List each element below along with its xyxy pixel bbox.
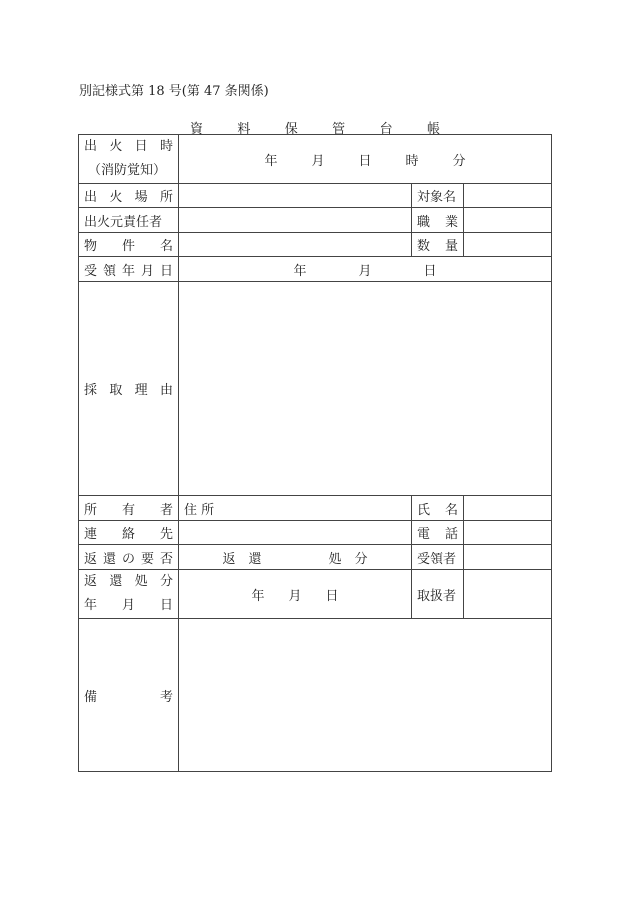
label-char: 取 [109, 383, 123, 398]
label-item-name [79, 233, 179, 257]
label-char: 還 [102, 551, 116, 567]
row-item-name [79, 233, 552, 257]
form-reference-header: 別記様式第 18 号(第 47 条関係) [79, 84, 269, 99]
label-owner-name [412, 496, 464, 521]
row-return-date [79, 570, 552, 619]
label-char: 所 [84, 502, 98, 518]
label-char: 否 [159, 551, 173, 567]
label-char: 連 [84, 527, 98, 542]
field-fire-location[interactable] [179, 184, 412, 208]
label-char: 由 [159, 383, 173, 398]
label-char: 日 [134, 139, 148, 154]
unit-minute: 分 [452, 153, 466, 169]
field-quantity[interactable] [464, 233, 552, 257]
label-char: 先 [159, 527, 173, 542]
label-char: 返 [84, 551, 98, 567]
label-char: 数 [417, 239, 431, 254]
field-recipient[interactable] [464, 545, 552, 570]
unit-day: 日 [423, 263, 437, 279]
label-reason [79, 282, 179, 496]
label-char: 場 [134, 190, 148, 205]
field-occupation[interactable] [464, 208, 552, 233]
label-occupation [412, 208, 464, 233]
label-char: 出 [84, 190, 98, 205]
label-char: 日 [159, 598, 173, 613]
label-contact [79, 521, 179, 545]
row-contact [79, 521, 552, 545]
row-reason [79, 282, 552, 496]
field-return-choice[interactable] [179, 545, 412, 570]
label-char: 職 [417, 214, 431, 230]
label-char: 返 [84, 574, 98, 589]
label-owner [79, 496, 179, 521]
row-owner [79, 496, 552, 521]
label-remarks [79, 619, 179, 772]
label-char: 出 [84, 139, 98, 154]
label-fire-location [79, 184, 179, 208]
label-char: 理 [134, 383, 148, 398]
field-return-date[interactable] [179, 570, 412, 619]
label-char: 年 [84, 598, 98, 613]
label-return-date [79, 570, 179, 619]
title-char: 保 [284, 122, 298, 137]
label-handler [412, 570, 464, 619]
label-char: 領 [102, 263, 116, 279]
label-char: 月 [121, 598, 135, 613]
label-char: 者 [159, 502, 173, 518]
title-char: 台 [379, 122, 393, 137]
label-recipient [412, 545, 464, 570]
unit-month: 月 [311, 153, 325, 169]
label-fire-datetime [79, 135, 179, 184]
title-char: 管 [332, 122, 346, 137]
label-char: 分 [159, 574, 173, 589]
label-return-needed [79, 545, 179, 570]
label-text: 対象名 [417, 190, 457, 205]
label-char: 電 [417, 527, 431, 542]
label-text: 出火元責任者 [84, 214, 163, 230]
label-char: 要 [140, 551, 154, 567]
label-char: 時 [159, 139, 173, 154]
label-phone [412, 521, 464, 545]
label-char: 量 [444, 239, 458, 254]
row-remarks [79, 619, 552, 772]
field-received-date[interactable] [179, 257, 552, 282]
label-fire-report-note: （消防覚知） [88, 163, 167, 178]
row-fire-datetime [79, 135, 552, 184]
label-quantity [412, 233, 464, 257]
row-responsible [79, 208, 552, 233]
option-dispose[interactable]: 処 分 [328, 551, 368, 567]
field-remarks[interactable] [179, 619, 552, 772]
label-address: 住 所 [184, 502, 215, 518]
label-char: 所 [159, 190, 173, 205]
label-char: の [121, 551, 135, 567]
unit-month: 月 [358, 263, 372, 279]
row-received-date [79, 257, 552, 282]
option-return[interactable]: 返 還 [222, 551, 262, 567]
label-char: 物 [84, 239, 98, 254]
unit-year: 年 [264, 153, 278, 169]
label-text: 取扱者 [417, 588, 457, 604]
unit-day: 日 [325, 588, 339, 604]
unit-day: 日 [358, 153, 372, 169]
field-handler[interactable] [464, 570, 552, 619]
label-char: 受 [84, 263, 98, 279]
field-reason[interactable] [179, 282, 552, 496]
title-char: 料 [237, 122, 251, 137]
label-char: 日 [159, 263, 173, 279]
label-char: 月 [140, 263, 154, 279]
label-char: 名 [444, 502, 458, 518]
field-owner-name[interactable] [464, 496, 552, 521]
label-char: 採 [84, 383, 98, 398]
row-return-needed [79, 545, 552, 570]
unit-month: 月 [288, 588, 302, 604]
field-fire-datetime[interactable] [179, 135, 552, 184]
material-custody-ledger-table [78, 134, 552, 772]
label-target-name [412, 184, 464, 208]
label-char: 名 [159, 239, 173, 254]
label-char: 話 [444, 527, 458, 542]
field-phone[interactable] [464, 521, 552, 545]
title-char: 資 [190, 122, 204, 137]
unit-year: 年 [293, 263, 307, 279]
label-char: 有 [121, 502, 135, 518]
field-item-name[interactable] [179, 233, 412, 257]
title-char: 帳 [426, 122, 440, 137]
field-responsible[interactable] [179, 208, 412, 233]
label-char: 業 [444, 214, 458, 230]
label-char: 氏 [417, 502, 431, 518]
field-owner-address[interactable] [179, 496, 412, 521]
label-char: 考 [159, 689, 173, 705]
label-responsible [79, 208, 179, 233]
label-char: 還 [109, 574, 123, 589]
label-text: 受領者 [417, 551, 457, 567]
label-char: 絡 [121, 527, 135, 542]
row-fire-location [79, 184, 552, 208]
label-char: 備 [84, 689, 98, 705]
unit-year: 年 [251, 588, 265, 604]
label-char: 年 [121, 263, 135, 279]
unit-hour: 時 [405, 153, 419, 169]
label-received-date [79, 257, 179, 282]
field-contact[interactable] [179, 521, 412, 545]
label-char: 火 [109, 190, 123, 205]
label-char: 処 [134, 574, 148, 589]
label-char: 火 [109, 139, 123, 154]
field-target-name[interactable] [464, 184, 552, 208]
label-char: 件 [121, 239, 135, 254]
